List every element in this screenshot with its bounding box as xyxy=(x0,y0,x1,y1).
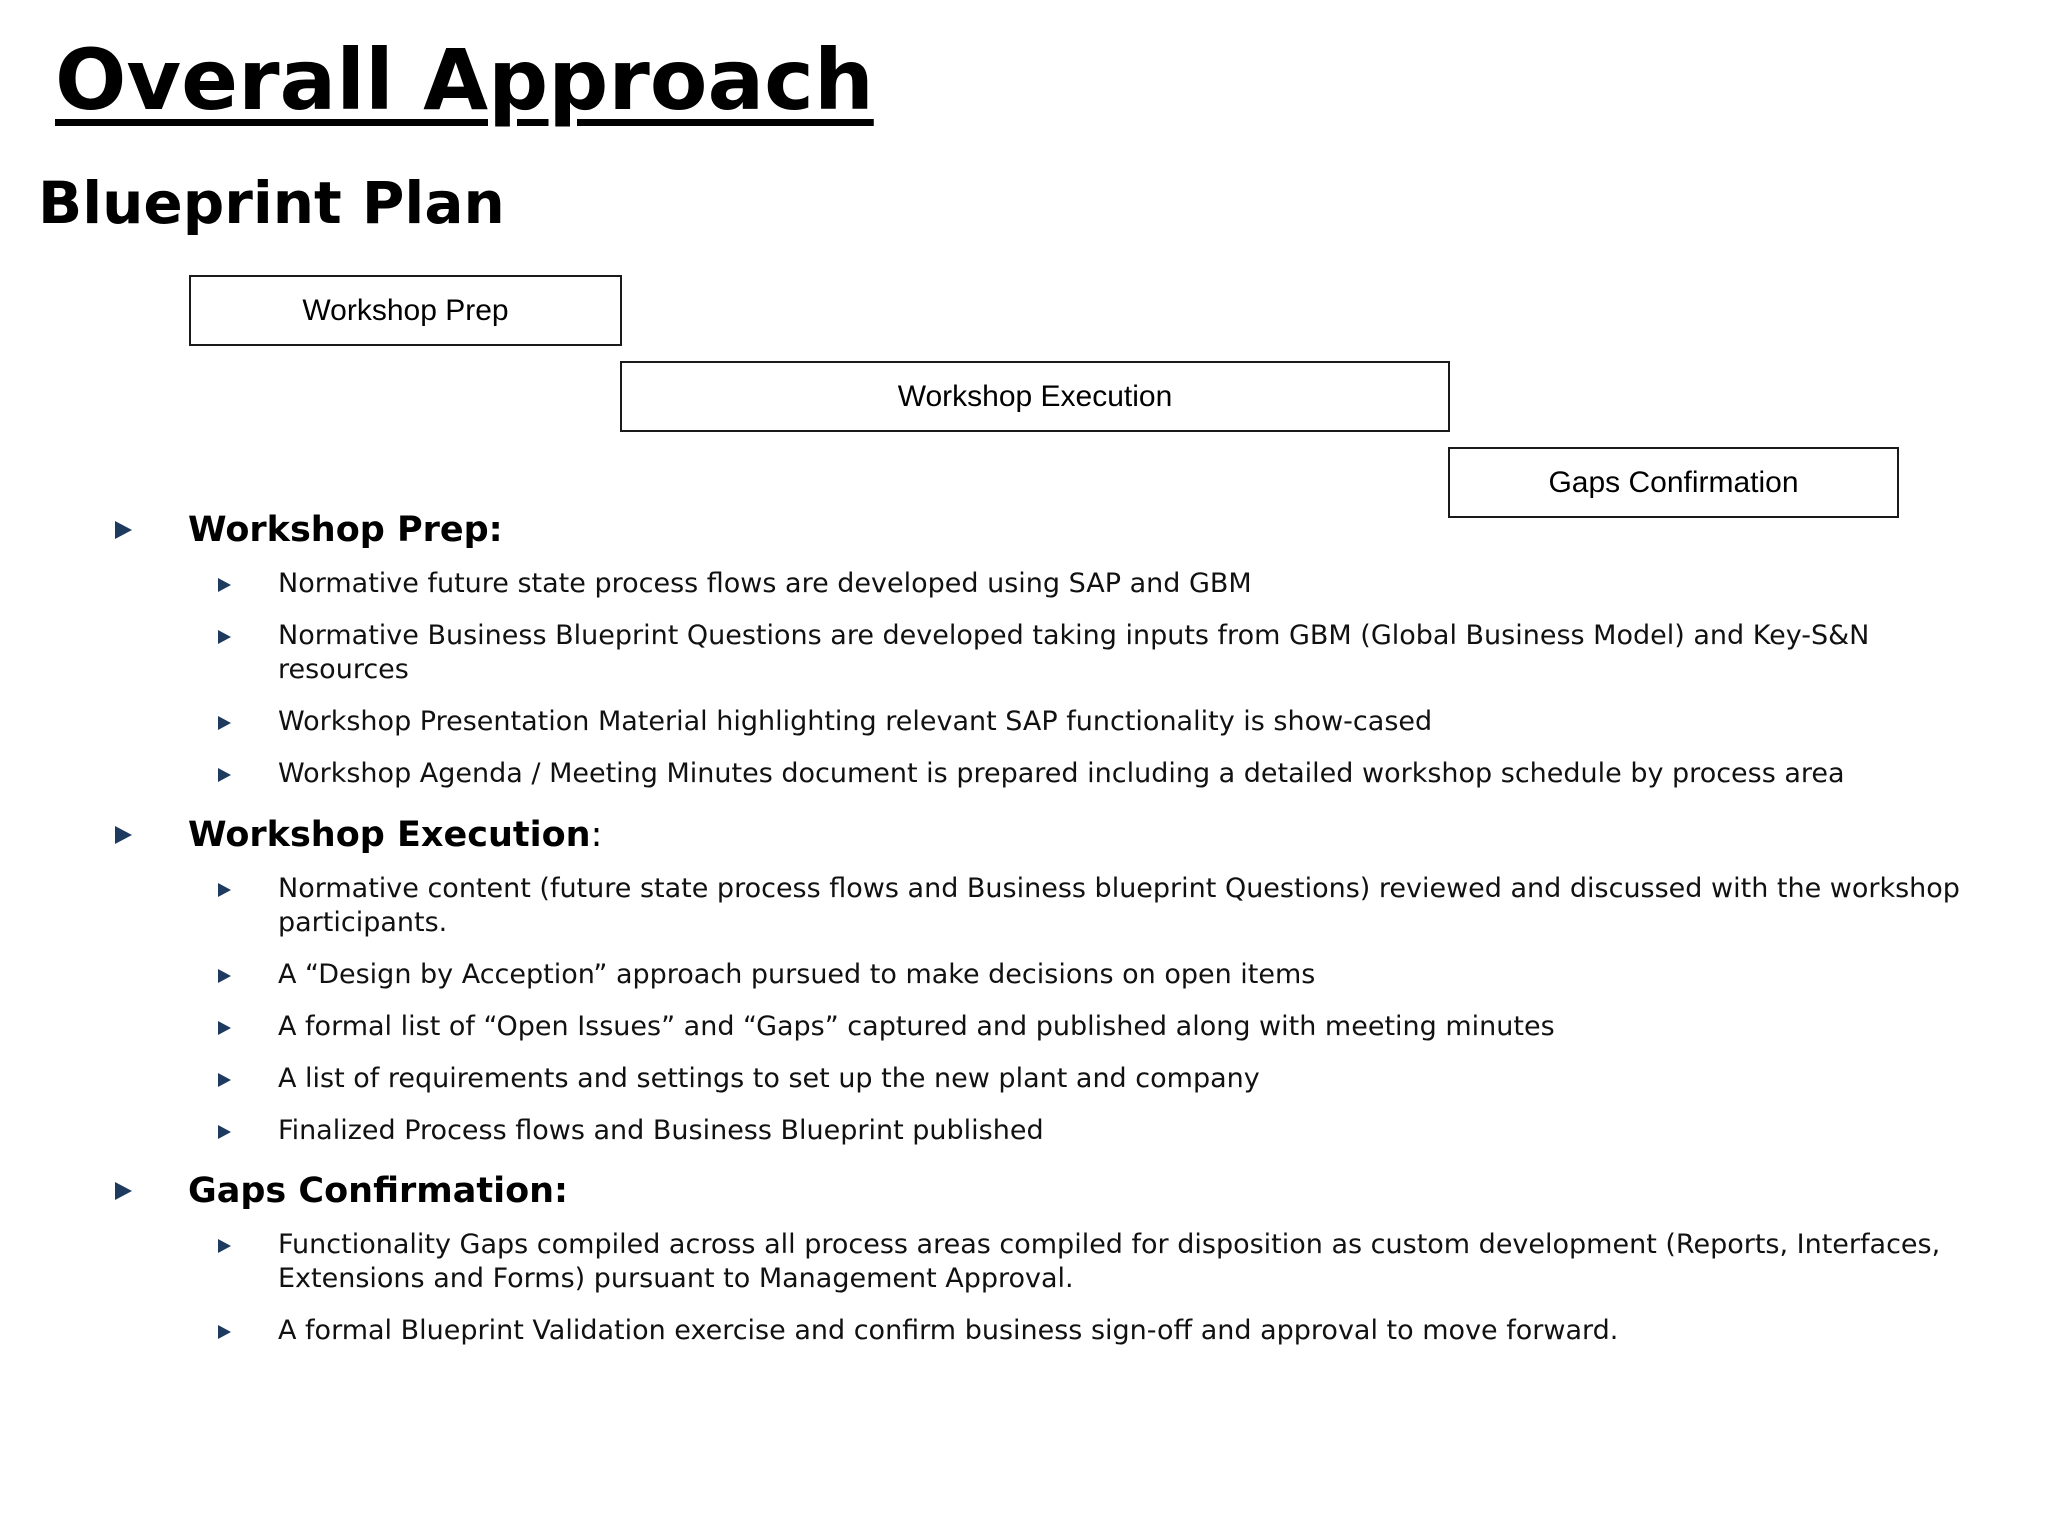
triangle-bullet-icon xyxy=(218,630,231,644)
phase-label: Gaps Confirmation xyxy=(1548,465,1799,499)
triangle-bullet-icon xyxy=(218,1125,231,1139)
page-subtitle: Blueprint Plan xyxy=(38,169,505,237)
triangle-bullet-icon xyxy=(218,883,231,897)
section-heading-workshop-prep xyxy=(115,508,503,552)
list-item-text: A “Design by Acception” approach pursued to make decisions on open items xyxy=(278,959,1316,990)
list-item-text: A list of requirements and settings to set up the new plant and company xyxy=(278,1063,1260,1094)
list-item xyxy=(218,1010,1978,1044)
page-title: Overall Approach xyxy=(55,31,874,129)
list-item xyxy=(218,1228,1978,1296)
list-item xyxy=(218,757,1978,791)
triangle-bullet-icon xyxy=(115,826,132,844)
triangle-bullet-icon xyxy=(218,578,231,592)
list-item-text: Workshop Presentation Material highlighting relevant SAP functionality is show-cased xyxy=(278,706,1433,737)
triangle-bullet-icon xyxy=(218,969,231,983)
triangle-bullet-icon xyxy=(218,716,231,730)
triangle-bullet-icon xyxy=(218,1021,231,1035)
section-heading-text: Workshop Prep: xyxy=(188,510,503,550)
section-heading-text: Gaps Confirmation: xyxy=(188,1171,569,1211)
triangle-bullet-icon xyxy=(115,1182,132,1200)
list-item-text: Normative future state process flows are developed using SAP and GBM xyxy=(278,568,1252,599)
triangle-bullet-icon xyxy=(218,1073,231,1087)
list-item xyxy=(218,958,1978,992)
triangle-bullet-icon xyxy=(218,1239,231,1253)
list-item-text: Workshop Agenda / Meeting Minutes document is prepared including a detailed workshop schedule by process area xyxy=(278,758,1845,789)
section-heading-workshop-execution xyxy=(115,813,602,857)
list-item-text: Finalized Process flows and Business Blueprint published xyxy=(278,1115,1044,1146)
list-item-text: A formal Blueprint Validation exercise and confirm business sign-off and approval to move forward. xyxy=(278,1315,1619,1346)
list-item xyxy=(218,1314,1978,1348)
list-item xyxy=(218,619,1978,687)
phase-label: Workshop Execution xyxy=(897,379,1173,413)
triangle-bullet-icon xyxy=(115,521,132,539)
list-item-text: Normative Business Blueprint Questions are developed taking inputs from GBM (Global Business Model) and Key-S&N resources xyxy=(278,620,1870,685)
list-item xyxy=(218,1114,1978,1148)
list-item-text: A formal list of “Open Issues” and “Gaps” captured and published along with meeting minutes xyxy=(278,1011,1555,1042)
list-item xyxy=(218,872,1978,940)
list-item xyxy=(218,705,1978,739)
phase-label: Workshop Prep xyxy=(302,293,509,327)
section-heading-gaps-confirmation xyxy=(115,1169,568,1213)
list-item xyxy=(218,567,1978,601)
list-item xyxy=(218,1062,1978,1096)
triangle-bullet-icon xyxy=(218,768,231,782)
list-item-text: Normative content (future state process flows and Business blueprint Questions) reviewed and discussed with the workshop participants. xyxy=(278,873,1960,938)
section-heading-suffix: : xyxy=(590,815,603,855)
list-item-text: Functionality Gaps compiled across all process areas compiled for disposition as custom development (Reports, Interfaces, Extensions and Forms) pursuant to Management Approval. xyxy=(278,1229,1941,1294)
triangle-bullet-icon xyxy=(218,1325,231,1339)
section-heading-text: Workshop Execution xyxy=(188,815,591,855)
